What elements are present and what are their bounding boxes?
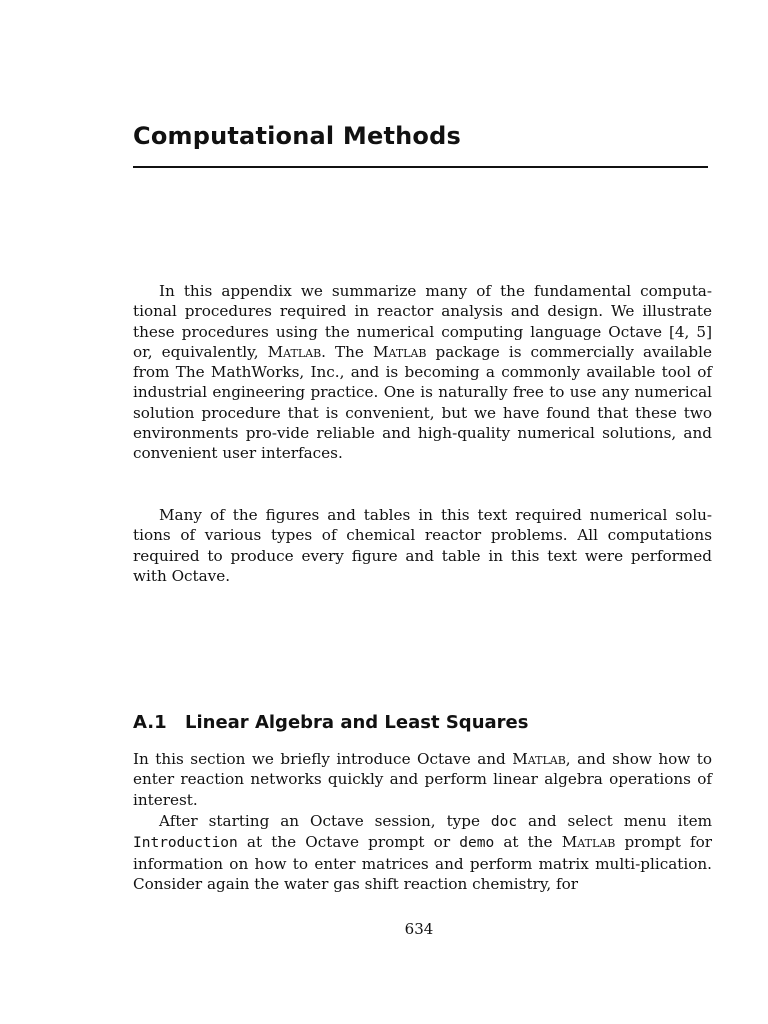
intro-paragraph-2: Many of the figures and tables in this text required numerical solu-tions of various types of chemical reactor problems. All computations required to produce every figure and table in this text were performed with Octave. [133, 506, 712, 585]
section-title: Linear Algebra and Least Squares [185, 712, 529, 733]
text-segment: at the Octave prompt or [237, 833, 460, 852]
page-number: 634 [404, 920, 434, 938]
text-segment: at the [494, 833, 562, 852]
code-demo: demo [459, 835, 495, 852]
code-introduction: Introduction [133, 835, 238, 852]
text-segment: . The [321, 342, 373, 361]
text-segment: and select menu item [517, 812, 712, 830]
section-heading [133, 712, 528, 733]
matlab-name: Matlab [267, 342, 322, 361]
section-number: A.1 [133, 712, 167, 733]
code-doc: doc [490, 814, 518, 830]
matlab-name: Matlab [561, 833, 616, 852]
text-segment: In this appendix we summarize many of the fundamental computa-tional procedures required in reactor analysis and design. We illustrate these procedures using the numerical computing language Octave [4, 5] or, equivalently, [133, 282, 712, 361]
matlab-name: Matlab [512, 750, 566, 768]
matlab-name: Matlab [372, 342, 427, 361]
text-segment: prompt for information on how to enter matrices and perform matrix multi-plication. Consider again the water gas shift reaction chemistry, for [133, 833, 712, 893]
text-segment: , and show how to enter reaction networks quickly and perform linear algebra operations of interest. [133, 750, 712, 809]
intro-paragraph-1 [133, 281, 712, 464]
text-segment: package is commercially available from The MathWorks, Inc., and is becoming a commonly available tool of industrial engineering practice. One is naturally free to use any numerical solution procedure that is convenient, but we have found that these two environments pro-vide reliable and high-quality numerical solutions, and convenient user interfaces. [133, 342, 712, 463]
title-rule [133, 166, 708, 168]
chapter-title: Computational Methods [133, 122, 461, 150]
section-paragraph-2 [133, 811, 712, 894]
section-paragraph-1 [133, 749, 712, 810]
text-segment: After starting an Octave session, type [159, 812, 491, 830]
text-segment: In this section we briefly introduce Octave and [133, 750, 513, 768]
